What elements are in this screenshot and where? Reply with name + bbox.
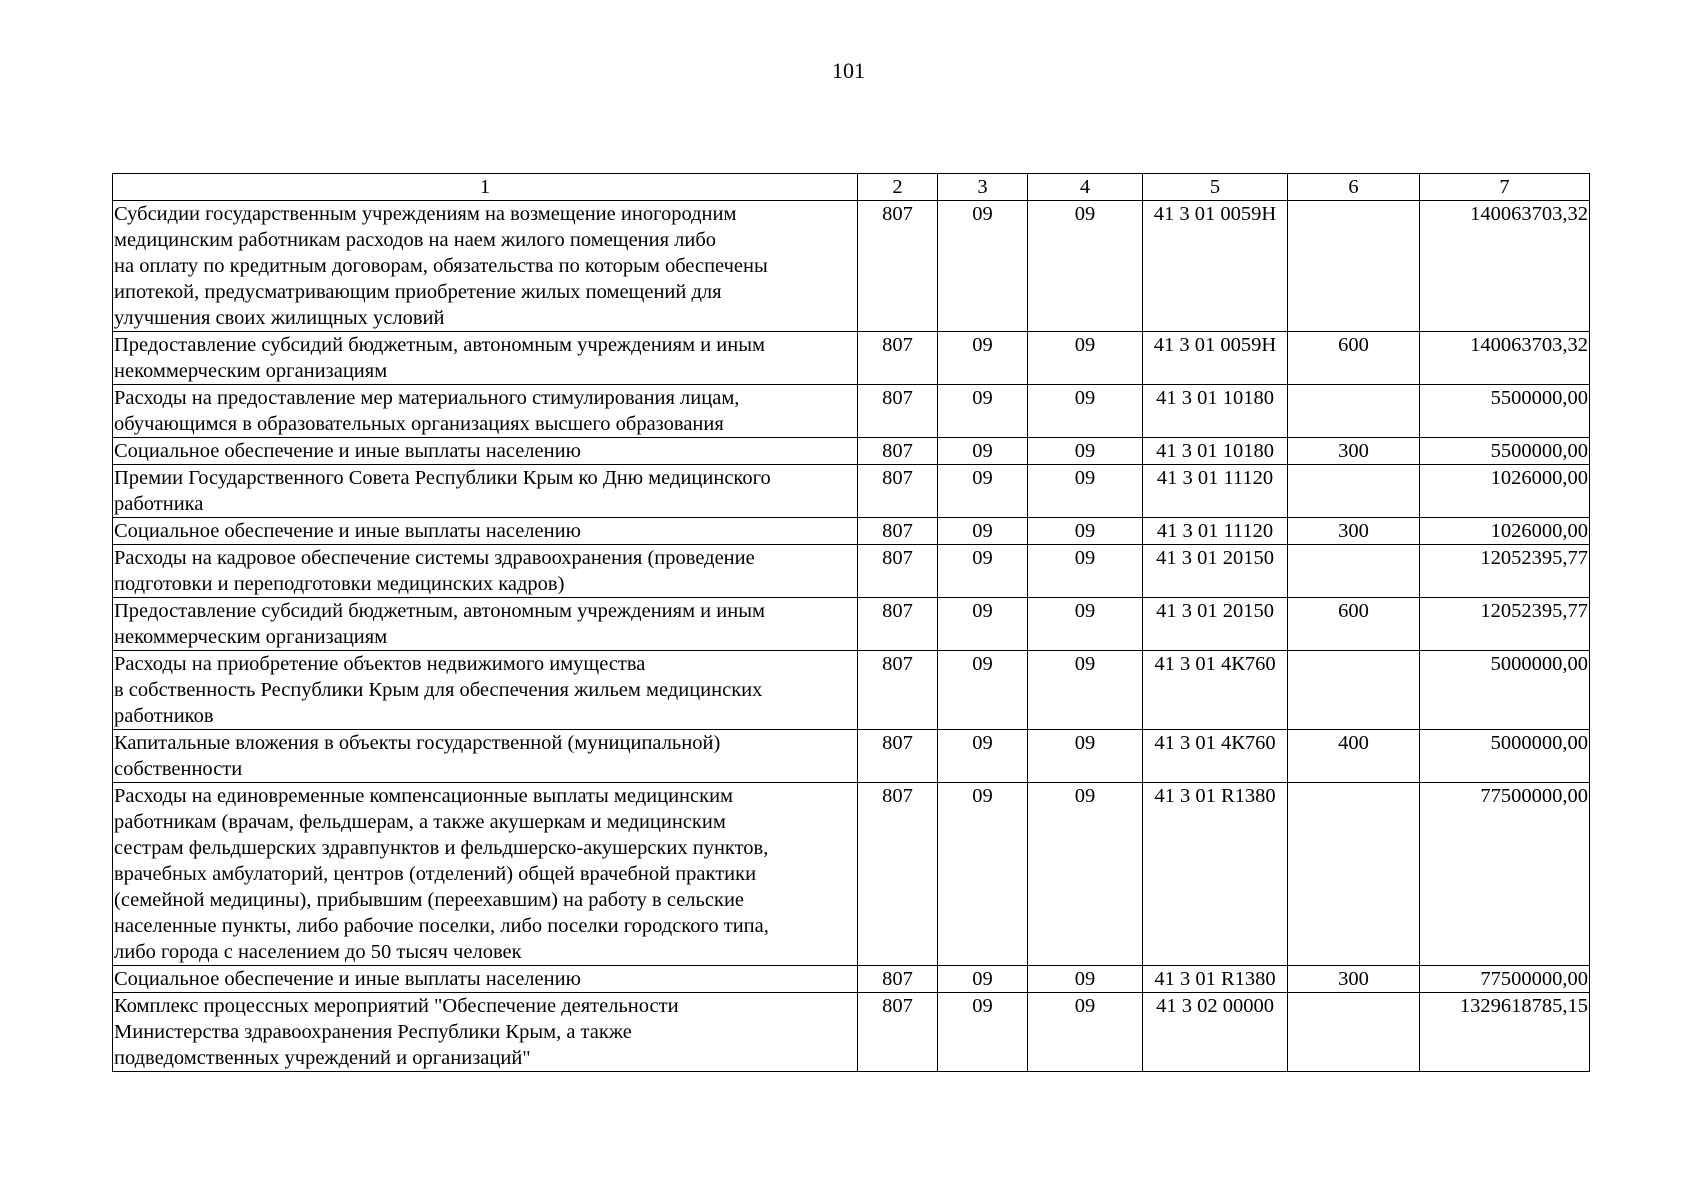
target-article-code: 41 3 02 00000: [1143, 993, 1288, 1072]
ministry-code: 807: [858, 438, 938, 465]
expense-name: Премии Государственного Совета Республики Крым ко Дню медицинского работника: [113, 465, 858, 518]
table-row: [113, 730, 1590, 783]
amount: 77500000,00: [1420, 966, 1590, 993]
expense-type-code: 600: [1288, 332, 1420, 385]
table-row: [113, 201, 1590, 332]
subsection-code: 09: [1028, 730, 1143, 783]
expense-name: Социальное обеспечение и иные выплаты населению: [113, 518, 858, 545]
expense-name: Расходы на единовременные компенсационные выплаты медицинским работникам (врачам, фельдшерам, а также акушеркам и медицинским сестрам фельдшерских здравпунктов и фельдшерско-акушерских пунктов, врачебных амбулаторий, центров (отделений) общей врачебной практики (семейной медицины), прибывшим (переехавшим) на работу в сельские населенные пункты, либо рабочие поселки, либо поселки городского типа, либо города с населением до 50 тысяч человек: [113, 783, 858, 966]
amount: 1026000,00: [1420, 518, 1590, 545]
table-row: [113, 651, 1590, 730]
expense-type-code: [1288, 201, 1420, 332]
ministry-code: 807: [858, 518, 938, 545]
section-code: 09: [938, 545, 1028, 598]
subsection-code: 09: [1028, 598, 1143, 651]
section-code: 09: [938, 518, 1028, 545]
target-article-code: 41 3 01 0059Н: [1143, 332, 1288, 385]
ministry-code: 807: [858, 651, 938, 730]
section-code: 09: [938, 385, 1028, 438]
column-header-1: 1: [113, 174, 858, 201]
table-row: [113, 332, 1590, 385]
amount: 1026000,00: [1420, 465, 1590, 518]
table-row: [113, 518, 1590, 545]
amount: 12052395,77: [1420, 545, 1590, 598]
table-row: [113, 598, 1590, 651]
budget-table: [112, 173, 1590, 1072]
target-article-code: 41 3 01 11120: [1143, 465, 1288, 518]
column-header-5: 5: [1143, 174, 1288, 201]
expense-type-code: 300: [1288, 966, 1420, 993]
amount: 12052395,77: [1420, 598, 1590, 651]
ministry-code: 807: [858, 598, 938, 651]
expense-type-code: 300: [1288, 438, 1420, 465]
section-code: 09: [938, 201, 1028, 332]
target-article-code: 41 3 01 R1380: [1143, 966, 1288, 993]
table-row: [113, 783, 1590, 966]
ministry-code: 807: [858, 545, 938, 598]
target-article-code: 41 3 01 R1380: [1143, 783, 1288, 966]
expense-type-code: [1288, 783, 1420, 966]
ministry-code: 807: [858, 385, 938, 438]
expense-type-code: [1288, 545, 1420, 598]
table-row: [113, 385, 1590, 438]
subsection-code: 09: [1028, 545, 1143, 598]
table-row: [113, 465, 1590, 518]
ministry-code: 807: [858, 783, 938, 966]
column-header-2: 2: [858, 174, 938, 201]
table-row: [113, 993, 1590, 1072]
subsection-code: 09: [1028, 332, 1143, 385]
expense-name: Расходы на предоставление мер материального стимулирования лицам, обучающимся в образовательных организациях высшего образования: [113, 385, 858, 438]
expense-type-code: [1288, 465, 1420, 518]
section-code: 09: [938, 783, 1028, 966]
section-code: 09: [938, 730, 1028, 783]
expense-type-code: [1288, 651, 1420, 730]
column-header-3: 3: [938, 174, 1028, 201]
expense-name: Расходы на приобретение объектов недвижимого имущества в собственность Республики Крым для обеспечения жильем медицинских работников: [113, 651, 858, 730]
expense-name: Предоставление субсидий бюджетным, автономным учреждениям и иным некоммерческим организациям: [113, 332, 858, 385]
target-article-code: 41 3 01 0059Н: [1143, 201, 1288, 332]
amount: 5000000,00: [1420, 651, 1590, 730]
target-article-code: 41 3 01 4К760: [1143, 651, 1288, 730]
section-code: 09: [938, 993, 1028, 1072]
amount: 1329618785,15: [1420, 993, 1590, 1072]
expense-name: Предоставление субсидий бюджетным, автономным учреждениям и иным некоммерческим организациям: [113, 598, 858, 651]
expense-name: Расходы на кадровое обеспечение системы здравоохранения (проведение подготовки и переподготовки медицинских кадров): [113, 545, 858, 598]
target-article-code: 41 3 01 20150: [1143, 598, 1288, 651]
target-article-code: 41 3 01 10180: [1143, 385, 1288, 438]
table-row: [113, 966, 1590, 993]
column-header-7: 7: [1420, 174, 1590, 201]
header-row: [113, 174, 1590, 201]
expense-name: Комплекс процессных мероприятий "Обеспечение деятельности Министерства здравоохранения Республики Крым, а также подведомственных учреждений и организаций": [113, 993, 858, 1072]
amount: 5500000,00: [1420, 438, 1590, 465]
table-row: [113, 545, 1590, 598]
expense-type-code: 300: [1288, 518, 1420, 545]
expense-name: Субсидии государственным учреждениям на возмещение иногородним медицинским работникам расходов на наем жилого помещения либо на оплату по кредитным договорам, обязательства по которым обеспечены ипотекой, предусматривающим приобретение жилых помещений для улучшения своих жилищных условий: [113, 201, 858, 332]
column-header-6: 6: [1288, 174, 1420, 201]
subsection-code: 09: [1028, 518, 1143, 545]
ministry-code: 807: [858, 993, 938, 1072]
subsection-code: 09: [1028, 993, 1143, 1072]
expense-type-code: [1288, 993, 1420, 1072]
amount: 5500000,00: [1420, 385, 1590, 438]
target-article-code: 41 3 01 4К760: [1143, 730, 1288, 783]
amount: 5000000,00: [1420, 730, 1590, 783]
subsection-code: 09: [1028, 465, 1143, 518]
target-article-code: 41 3 01 11120: [1143, 518, 1288, 545]
section-code: 09: [938, 438, 1028, 465]
section-code: 09: [938, 332, 1028, 385]
expense-name: Социальное обеспечение и иные выплаты населению: [113, 966, 858, 993]
table-row: [113, 438, 1590, 465]
section-code: 09: [938, 465, 1028, 518]
ministry-code: 807: [858, 966, 938, 993]
expense-name: Капитальные вложения в объекты государственной (муниципальной) собственности: [113, 730, 858, 783]
expense-type-code: 400: [1288, 730, 1420, 783]
amount: 140063703,32: [1420, 201, 1590, 332]
target-article-code: 41 3 01 10180: [1143, 438, 1288, 465]
column-header-4: 4: [1028, 174, 1143, 201]
section-code: 09: [938, 651, 1028, 730]
amount: 77500000,00: [1420, 783, 1590, 966]
amount: 140063703,32: [1420, 332, 1590, 385]
expense-type-code: 600: [1288, 598, 1420, 651]
subsection-code: 09: [1028, 966, 1143, 993]
section-code: 09: [938, 598, 1028, 651]
subsection-code: 09: [1028, 651, 1143, 730]
section-code: 09: [938, 966, 1028, 993]
expense-type-code: [1288, 385, 1420, 438]
page-number: 101: [832, 58, 865, 83]
ministry-code: 807: [858, 465, 938, 518]
target-article-code: 41 3 01 20150: [1143, 545, 1288, 598]
subsection-code: 09: [1028, 201, 1143, 332]
expense-name: Социальное обеспечение и иные выплаты населению: [113, 438, 858, 465]
ministry-code: 807: [858, 730, 938, 783]
subsection-code: 09: [1028, 438, 1143, 465]
subsection-code: 09: [1028, 385, 1143, 438]
ministry-code: 807: [858, 332, 938, 385]
subsection-code: 09: [1028, 783, 1143, 966]
ministry-code: 807: [858, 201, 938, 332]
